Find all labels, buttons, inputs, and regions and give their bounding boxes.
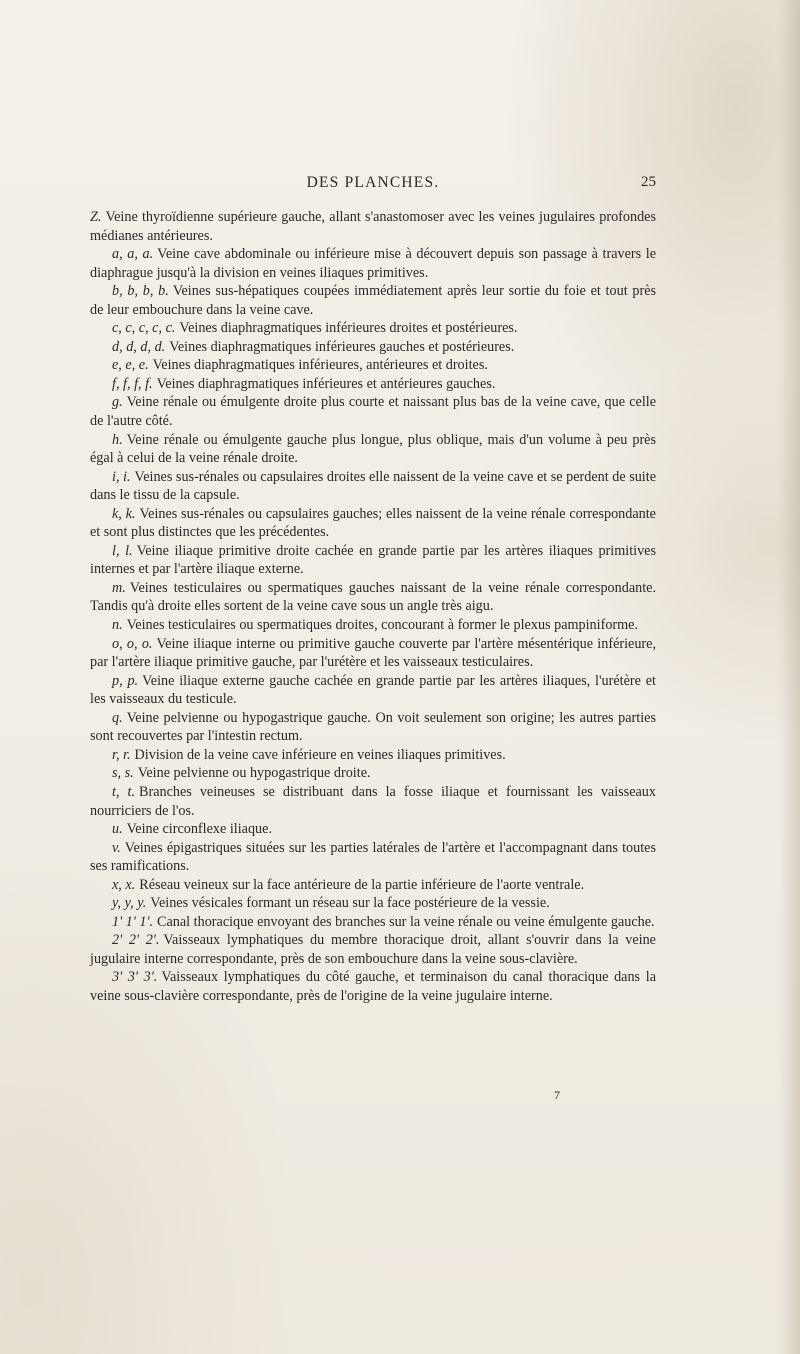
legend-entry	[90, 616, 656, 635]
entry-key: c, c, c, c, c.	[112, 320, 176, 337]
entry-text: Veines sus-rénales ou capsulaires droites elle naissent de la veine cave et se perdent de suite dans le tissu de la capsule.	[90, 468, 656, 504]
entry-text: Vaisseaux lymphatiques du côté gauche, et terminaison du canal thoracique dans la veine sous-clavière correspondante, près de l'origine de la veine jugulaire interne.	[90, 969, 657, 1004]
legend-entry	[90, 431, 656, 468]
entry-key: e, e, e.	[112, 357, 149, 374]
entry-key: q.	[112, 709, 123, 726]
entry-key: 1' 1' 1'.	[112, 913, 154, 930]
entry-key: d, d, d, d.	[112, 338, 166, 355]
entry-key: h.	[112, 431, 123, 448]
entry-text: Veines testiculaires ou spermatiques droites, concourant à former le plexus pampiniforme.	[126, 617, 639, 634]
legend-entry	[90, 839, 656, 876]
entry-text: Veines sus-rénales ou capsulaires gauches; elles naissent de la veine rénale correspondante et sont plus distinctes que les précédentes.	[90, 505, 656, 541]
entry-text: Veines testiculaires ou spermatiques gauches naissant de la veine rénale correspondante. Tandis qu'à droite elles sortent de la veine cave sous un angle très aigu.	[90, 579, 656, 615]
entry-key: p, p.	[112, 672, 139, 689]
entry-key: 3' 3' 3'.	[112, 969, 158, 986]
legend-entry	[90, 672, 656, 709]
legend-entry	[90, 393, 656, 430]
entry-text: Canal thoracique envoyant des branches sur la veine rénale ou veine émulgente gauche.	[157, 913, 655, 930]
legend-entry	[90, 913, 656, 932]
legend-entry	[90, 282, 656, 319]
page-number: 25	[641, 174, 656, 190]
entry-key: f, f, f, f.	[112, 375, 153, 392]
entry-text: Veine rénale ou émulgente droite plus courte et naissant plus bas de la veine cave, que celle de l'autre côté.	[90, 394, 656, 430]
legend-entry	[90, 746, 656, 765]
legend-entry	[90, 375, 656, 394]
legend-entry	[90, 968, 656, 1005]
legend-entry	[90, 764, 656, 783]
entry-text: Veine rénale ou émulgente gauche plus longue, plus oblique, mais d'un volume à peu près égal à celui de la veine rénale droite.	[90, 431, 656, 467]
entry-text: Veine thyroïdienne supérieure gauche, allant s'anastomoser avec les veines jugulaires profondes médianes antérieures.	[90, 209, 656, 244]
entry-key: k, k.	[112, 505, 136, 522]
legend-entry	[90, 876, 656, 895]
legend-entry	[90, 542, 656, 579]
legend-entry	[90, 208, 656, 245]
legend-entry	[90, 468, 656, 505]
signature-mark: 7	[554, 1088, 560, 1102]
page-edge-shadow	[778, 0, 800, 1354]
legend-entry	[90, 931, 656, 968]
entry-key: n.	[112, 617, 123, 634]
entry-text: Veines épigastriques situées sur les parties latérales de l'artère et l'accompagnant dans toutes ses ramifications.	[90, 839, 656, 875]
entry-key: a, a, a.	[112, 246, 154, 263]
entry-key: l, l.	[112, 542, 133, 559]
legend-entry	[90, 338, 656, 357]
entry-text: Réseau veineux sur la face antérieure de la partie inférieure de l'aorte ventrale.	[139, 876, 585, 893]
entry-text: Veines diaphragmatiques inférieures droites et postérieures.	[179, 320, 518, 337]
legend-entry	[90, 783, 656, 820]
entry-text: Division de la veine cave inférieure en veines iliaques primitives.	[134, 746, 506, 763]
legend-entry	[90, 356, 656, 375]
entry-text: Veine iliaque interne ou primitive gauche couverte par l'artère mésentérique inférieure, par l'artère iliaque primitive gauche, par l'urétère et les vaisseaux testiculaires.	[90, 635, 656, 671]
entry-key: Z.	[90, 209, 102, 225]
entry-key: m.	[112, 579, 126, 596]
entry-text: Veine cave abdominale ou inférieure mise à découvert depuis son passage à travers le diaphrague jusqu'à la division en veines iliaques primitives.	[90, 246, 657, 281]
entry-key: i, i.	[112, 468, 131, 485]
entry-key: t, t.	[112, 783, 136, 800]
legend-entry	[90, 894, 656, 913]
entry-key: 2' 2' 2'.	[112, 932, 160, 949]
legend-text	[90, 208, 656, 1006]
entry-key: o, o, o.	[112, 635, 153, 652]
entry-text: Branches veineuses se distribuant dans la fosse iliaque et fournissant les vaisseaux nourriciers de l'os.	[90, 783, 656, 819]
entry-key: g.	[112, 394, 123, 411]
legend-entry	[90, 245, 656, 282]
entry-key: v.	[112, 839, 121, 856]
entry-key: r, r.	[112, 746, 131, 763]
legend-entry	[90, 319, 656, 338]
running-title: DES PLANCHES.	[306, 174, 440, 191]
entry-text: Veine iliaque externe gauche cachée en grande partie par les artères iliaques, l'urétère et les vaisseaux du testicule.	[90, 672, 656, 708]
entry-text: Veine circonflexe iliaque.	[126, 821, 272, 838]
running-head	[90, 174, 656, 198]
entry-key: b, b, b, b.	[112, 283, 169, 300]
entry-text: Veines diaphragmatiques inférieures gauches et postérieures.	[169, 338, 515, 355]
entry-text: Vaisseaux lymphatiques du membre thoracique droit, allant s'ouvrir dans la veine jugulaire interne correspondante, près de son embouchure dans la veine sous-clavière.	[90, 932, 656, 967]
entry-text: Veines diaphragmatiques inférieures et antérieures gauches.	[156, 375, 496, 392]
entry-text: Veine pelvienne ou hypogastrique gauche. On voit seulement son origine; les autres parties sont recouvertes par l'intestin rectum.	[90, 709, 656, 745]
entry-text: Veines diaphragmatiques inférieures, antérieures et droites.	[152, 357, 488, 374]
legend-entry	[90, 505, 656, 542]
legend-entry	[90, 635, 656, 672]
entry-text: Veine iliaque primitive droite cachée en grande partie par les artères iliaques primitives internes et par l'artère iliaque externe.	[90, 542, 656, 578]
entry-key: s, s.	[112, 765, 134, 782]
legend-entry	[90, 820, 656, 839]
entry-text: Veine pelvienne ou hypogastrique droite.	[137, 765, 371, 782]
entry-key: x, x.	[112, 876, 136, 893]
legend-entry	[90, 579, 656, 616]
entry-key: y, y, y.	[112, 895, 147, 912]
entry-key: u.	[112, 821, 123, 838]
entry-text: Veines vésicales formant un réseau sur la face postérieure de la vessie.	[150, 895, 550, 912]
entry-text: Veines sus-hépatiques coupées immédiatement après leur sortie du foie et tout près de leur embouchure dans la veine cave.	[90, 283, 657, 318]
legend-entry	[90, 709, 656, 746]
